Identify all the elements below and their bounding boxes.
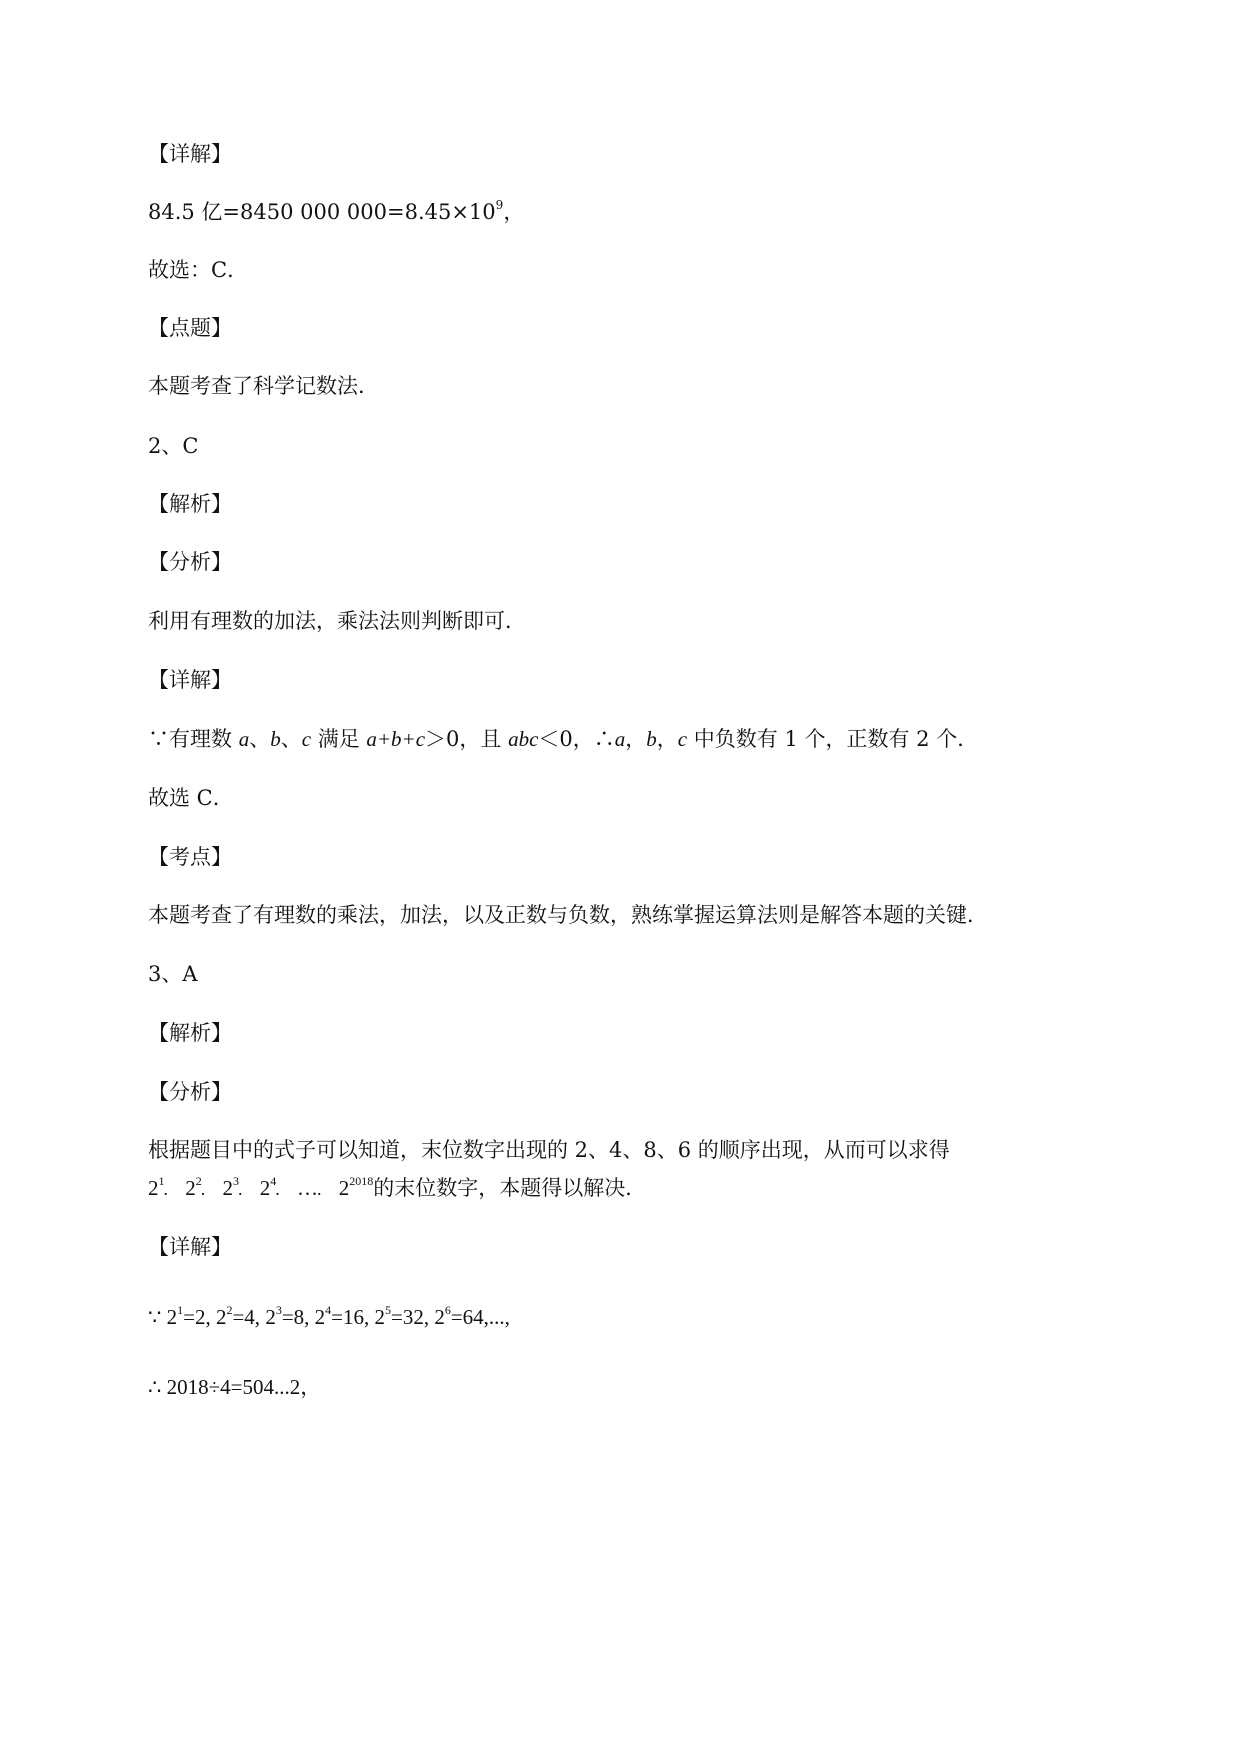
var-b: b: [646, 727, 657, 751]
summary-text-2: 本题考查了有理数的乘法，加法，以及正数与负数，熟练掌握运算法则是解答本题的关键．: [148, 903, 988, 927]
expr-product: abc: [508, 727, 539, 751]
power-base: 2: [374, 1305, 385, 1329]
division-remainder: ∴ 2018÷4=504...2，: [148, 1375, 322, 1399]
power-base: 2: [259, 1176, 271, 1200]
sep: ，: [656, 727, 678, 751]
var-c: c: [301, 727, 312, 751]
result: =16,: [331, 1305, 375, 1329]
analysis-text-3: 根据题目中的式子可以知道，末位数字出现的 2、4、8、6 的顺序出现，从而可以求得: [148, 1138, 950, 1162]
power-base: 2: [222, 1176, 233, 1200]
exponent: 5: [385, 1303, 391, 1317]
exponent: 2: [226, 1303, 233, 1317]
sep: 、: [280, 727, 302, 751]
var-c: c: [677, 727, 688, 751]
answer-choice-1: 故选：C．: [148, 258, 249, 282]
heading-detail-3: 【详解】: [148, 1235, 232, 1259]
heading-analyze-3: 【分析】: [148, 1080, 232, 1104]
text-scientific-notation: [148, 198, 524, 226]
heading-detail-1: 【详解】: [148, 142, 232, 166]
question-number-2: 2、C: [148, 434, 199, 458]
result: =4,: [232, 1305, 266, 1329]
power-base: 2: [265, 1305, 276, 1329]
exponent: 9: [495, 198, 504, 212]
power-list: $2^1$. $2^2$. $2^3$. $2^4$. …. $2^{2018}$的末位数字，本题得以解决．: [148, 1174, 647, 1200]
power-base: 2: [434, 1305, 445, 1329]
summary-text-1: 本题考查了科学记数法．: [148, 374, 379, 398]
result: =8,: [281, 1305, 315, 1329]
equation-text: 84.5 亿=8450 000 000=8.45×10: [148, 200, 496, 224]
text-part: ＜0，∴: [538, 727, 615, 751]
result: =64,...,: [450, 1305, 510, 1329]
text-part: 的末位数字，本题得以解决．: [373, 1176, 647, 1200]
heading-analysis-2: 【解析】: [148, 492, 232, 516]
power-base: 2: [215, 1305, 227, 1329]
var-a: a: [238, 727, 250, 751]
exponent: 2018: [349, 1174, 374, 1188]
exponent: 3: [275, 1303, 282, 1317]
heading-analysis-3: 【解析】: [148, 1021, 232, 1045]
sep: 、: [249, 727, 271, 751]
punct: ，: [503, 200, 525, 224]
power-base: 2: [314, 1305, 326, 1329]
text-part: 满足: [311, 727, 367, 751]
exponent: 6: [444, 1303, 451, 1317]
analysis-text-2: 利用有理数的加法，乘法法则判断即可．: [148, 609, 526, 633]
text-part: 中负数有 1 个，正数有 2 个．: [687, 727, 979, 751]
exponent: 3: [233, 1174, 239, 1188]
exponent: 4: [325, 1303, 332, 1317]
var-b: b: [270, 727, 281, 751]
exponent: 4: [270, 1174, 277, 1188]
sep: ，: [625, 727, 647, 751]
detail-text-2: [148, 725, 978, 753]
answer-choice-2: 故选 C．: [148, 786, 234, 810]
result: =32,: [391, 1305, 435, 1329]
exponent: 1: [158, 1174, 165, 1188]
ellipsis: …: [297, 1176, 318, 1200]
power-base: 2: [148, 1176, 159, 1200]
text-part: ＞0，且: [425, 727, 509, 751]
text-part: ∵有理数: [148, 727, 239, 751]
heading-knowledge-2: 【考点】: [148, 845, 232, 869]
heading-point: 【点题】: [148, 316, 232, 340]
exponent: 1: [177, 1303, 184, 1317]
power-base: 2: [338, 1176, 350, 1200]
power-base: 2: [166, 1305, 178, 1329]
question-number-3: 3、A: [148, 962, 198, 986]
result: =2,: [183, 1305, 216, 1329]
heading-detail-2: 【详解】: [148, 668, 232, 692]
power-equations: [148, 1303, 510, 1331]
because-symbol: ∵: [148, 1305, 162, 1329]
exponent: 2: [195, 1174, 202, 1188]
expr-sum: a+b+c: [366, 727, 426, 751]
power-base: 2: [185, 1176, 196, 1200]
heading-analyze-2: 【分析】: [148, 550, 232, 574]
var-a: a: [614, 727, 626, 751]
